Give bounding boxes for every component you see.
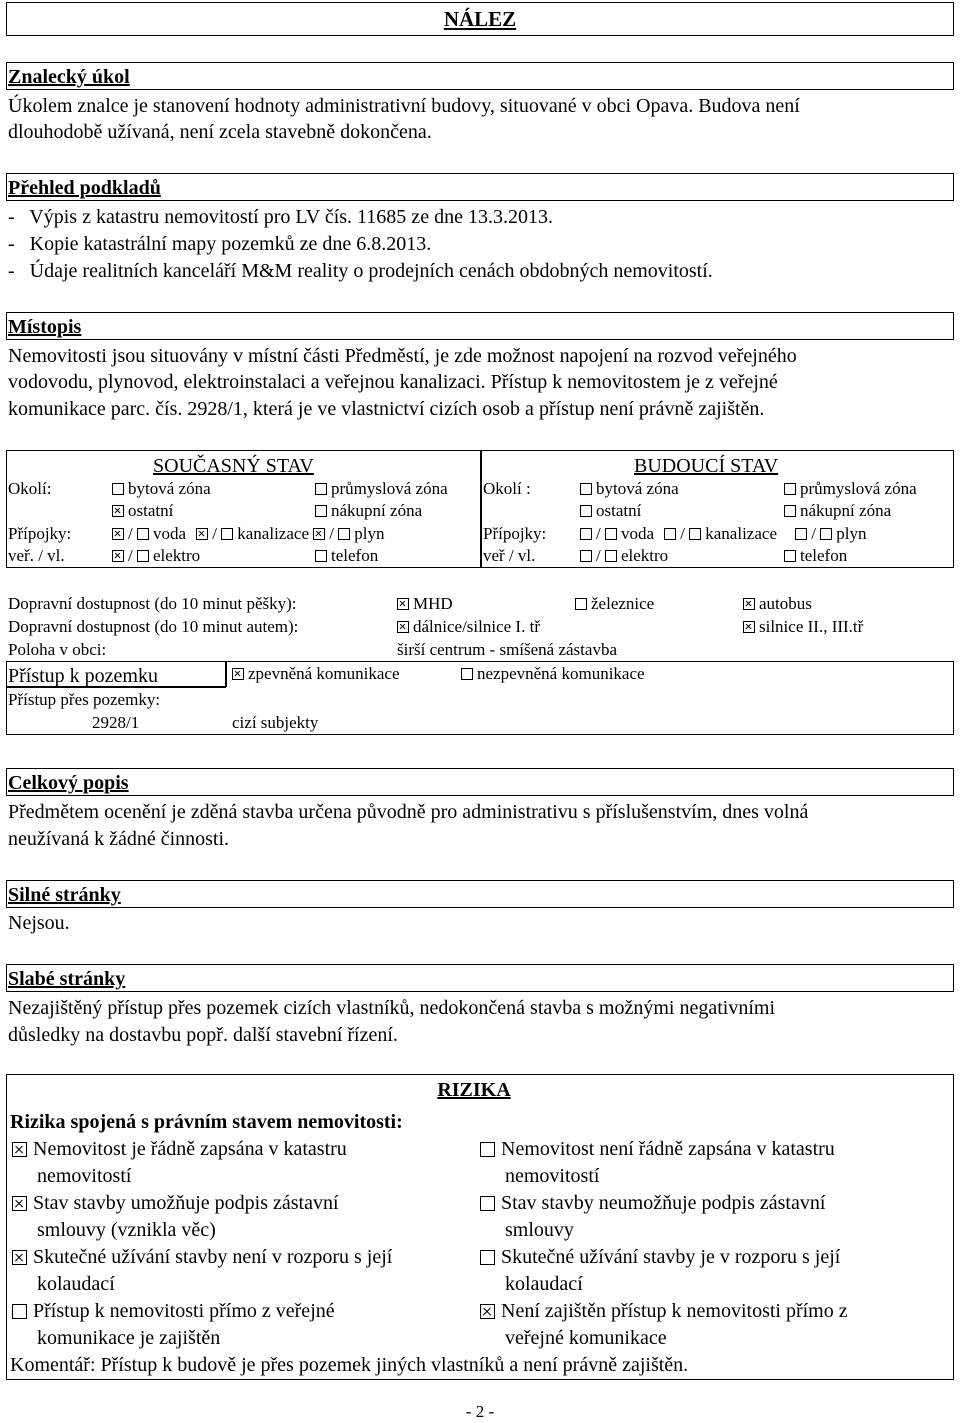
checkbox-icon xyxy=(137,550,149,562)
risk-right-item-cont: smlouvy xyxy=(505,1219,574,1241)
rizika-title: RIZIKA xyxy=(437,1079,511,1101)
prumyslova-zona-future: průmyslová zóna xyxy=(784,478,917,500)
okoli-label: Okolí: xyxy=(8,479,52,498)
telefon: telefon xyxy=(315,545,378,567)
rizika-komentar: Komentář: Přístup k budově je přes pozemek jiných vlastníků a není právně zajištěn. xyxy=(10,1354,689,1376)
risk-right-item: Stav stavby neumožňuje podpis zástavní xyxy=(480,1190,825,1216)
mistopis-line: komunikace parc. čís. 2928/1, která je ve vlastnictví cizích osob a přístup není právně zajištěn. xyxy=(8,398,765,420)
podklady-item: - Kopie katastrální mapy pozemků ze dne 6.8.2013. xyxy=(8,233,432,255)
silnice: silnice II., III.tř xyxy=(743,616,863,638)
risk-left-item-cont: smlouvy (vznikla věc) xyxy=(37,1219,216,1241)
nakupni-zona-future: nákupní zóna xyxy=(784,500,891,522)
risk-left-item: Nemovitost je řádně zapsána v katastru xyxy=(12,1136,347,1162)
autobus: autobus xyxy=(743,593,812,615)
risk-left-item-cont: kolaudací xyxy=(37,1273,115,1295)
checkbox-icon xyxy=(480,1250,495,1265)
prumyslova-zona: průmyslová zóna xyxy=(315,478,448,500)
risk-left-item: Skutečné užívání stavby není v rozporu s její xyxy=(12,1244,392,1270)
stav-divider xyxy=(480,450,482,568)
section-heading-box xyxy=(6,62,954,90)
mistopis-line: vodovodu, plynovod, elektroinstalaci a veřejnou kanalizaci. Přístup k nemovitostem je z veřejné xyxy=(8,371,778,393)
poloha-value: širší centrum - smíšená zástavba xyxy=(397,640,617,659)
ver-vl-label-future: veř / vl. xyxy=(483,546,536,565)
future-state-title: BUDOUCÍ STAV xyxy=(634,455,779,477)
checkbox-icon xyxy=(784,483,796,495)
risk-left-item-cont: komunikace je zajištěn xyxy=(37,1327,221,1349)
checkbox-icon xyxy=(137,528,149,540)
checkbox-checked-icon xyxy=(743,621,755,633)
nezpevnena-komunikace: nezpevněná komunikace xyxy=(461,663,645,685)
checkbox-icon xyxy=(664,528,676,540)
zpevnena-komunikace: zpevněná komunikace xyxy=(232,663,400,685)
mistopis-line: Nemovitosti jsou situovány v místní části Předměstí, je zde možnost napojení na rozvod veřejného xyxy=(8,345,797,367)
autem-label: Dopravní dostupnost (do 10 minut autem): xyxy=(8,617,299,636)
checkbox-icon xyxy=(480,1142,495,1157)
pripojky-row-future: / voda / kanalizace / plyn xyxy=(580,523,866,545)
risk-left-item-cont: nemovitostí xyxy=(37,1165,132,1187)
page-title: NÁLEZ xyxy=(443,7,517,31)
checkbox-checked-icon xyxy=(12,1196,27,1211)
checkbox-icon xyxy=(605,550,617,562)
checkbox-icon xyxy=(580,505,592,517)
checkbox-icon xyxy=(315,550,327,562)
rizika-subtitle: Rizika spojená s právním stavem nemovitosti: xyxy=(10,1111,403,1133)
checkbox-checked-icon xyxy=(112,505,124,517)
checkbox-checked-icon xyxy=(12,1250,27,1265)
checkbox-icon xyxy=(820,528,832,540)
poloha-label: Poloha v obci: xyxy=(8,640,107,659)
checkbox-icon xyxy=(580,528,592,540)
znalecky-ukol-line2: dlouhodobě užívaná, není zcela stavebně dokončena. xyxy=(8,121,432,143)
pripojky-row: / voda / kanalizace / plyn xyxy=(112,523,384,545)
checkbox-icon xyxy=(784,550,796,562)
section-heading-box xyxy=(6,312,954,340)
celkovy-popis-line1: Předmětem ocenění je zděná stavba určena původně pro administrativu s příslušenstvím, dnes volná xyxy=(8,801,809,823)
checkbox-checked-icon xyxy=(196,528,208,540)
slabe-line2: důsledky na dostavbu popř. další stavební řízení. xyxy=(8,1024,398,1046)
risk-right-item: Není zajištěn přístup k nemovitosti přímo z xyxy=(480,1298,848,1324)
checkbox-icon xyxy=(580,550,592,562)
risk-left-item: Stav stavby umožňuje podpis zástavní xyxy=(12,1190,339,1216)
elektro-row-future: / elektro xyxy=(580,545,668,567)
risk-right-item: Nemovitost není řádně zapsána v katastru xyxy=(480,1136,835,1162)
checkbox-icon xyxy=(338,528,350,540)
mistopis-heading: Místopis xyxy=(8,316,82,338)
checkbox-checked-icon xyxy=(397,598,409,610)
checkbox-checked-icon xyxy=(743,598,755,610)
pripojky-label-future: Přípojky: xyxy=(483,524,547,543)
pristup-divider-v xyxy=(225,661,227,687)
znalecky-ukol-line1: Úkolem znalce je stanovení hodnoty administrativní budovy, situované v obci Opava. Budova není xyxy=(8,95,800,117)
checkbox-icon xyxy=(784,505,796,517)
pres-pozemky-label: Přístup přes pozemky: xyxy=(8,690,161,709)
checkbox-checked-icon xyxy=(12,1142,27,1157)
checkbox-icon xyxy=(315,483,327,495)
checkbox-icon xyxy=(221,528,233,540)
podklady-heading: Přehled podkladů xyxy=(8,177,161,199)
podklady-item: - Výpis z katastru nemovitostí pro LV čís. 11685 ze dne 13.3.2013. xyxy=(8,206,553,228)
ver-vl-label: veř. / vl. xyxy=(8,546,65,565)
checkbox-icon xyxy=(12,1304,27,1319)
celkovy-popis-line2: neužívaná k žádné činnosti. xyxy=(8,828,230,850)
mhd: MHD xyxy=(397,593,453,615)
section-heading-box xyxy=(6,964,954,992)
ostatni-future: ostatní xyxy=(580,500,641,522)
checkbox-icon xyxy=(605,528,617,540)
vlastnik: cizí subjekty xyxy=(232,713,319,732)
checkbox-checked-icon xyxy=(313,528,325,540)
section-heading-box xyxy=(6,880,954,908)
risk-right-item: Skutečné užívání stavby je v rozporu s její xyxy=(480,1244,840,1270)
risk-left-item: Přístup k nemovitosti přímo z veřejné xyxy=(12,1298,335,1324)
telefon-future: telefon xyxy=(784,545,847,567)
bytova-zona: bytová zóna xyxy=(112,478,211,500)
okoli-label-future: Okolí : xyxy=(483,479,531,498)
celkovy-popis-heading: Celkový popis xyxy=(8,772,129,794)
checkbox-icon xyxy=(795,528,807,540)
nakupni-zona: nákupní zóna xyxy=(315,500,422,522)
page-number: - 2 - xyxy=(465,1402,495,1421)
checkbox-icon xyxy=(580,483,592,495)
dalnice: dálnice/silnice I. tř xyxy=(397,616,540,638)
risk-right-item-cont: veřejné komunikace xyxy=(505,1327,667,1349)
checkbox-icon xyxy=(689,528,701,540)
pripojky-label: Přípojky: xyxy=(8,524,72,543)
elektro-row: / elektro xyxy=(112,545,200,567)
zeleznice: železnice xyxy=(575,593,654,615)
slabe-line1: Nezajištěný přístup přes pozemek cizích vlastníků, nedokončená stavba s možnými negativními xyxy=(8,997,776,1019)
znalecky-ukol-heading: Znalecký úkol xyxy=(8,66,130,88)
bytova-zona-future: bytová zóna xyxy=(580,478,679,500)
checkbox-icon xyxy=(575,598,587,610)
pristup-label: Přístup k pozemku xyxy=(8,665,158,687)
pesky-label: Dopravní dostupnost (do 10 minut pěšky): xyxy=(8,594,297,613)
checkbox-checked-icon xyxy=(112,550,124,562)
title-box xyxy=(6,2,954,36)
checkbox-icon xyxy=(315,505,327,517)
checkbox-icon xyxy=(461,668,473,680)
checkbox-checked-icon xyxy=(397,621,409,633)
podklady-item: - Údaje realitních kanceláří M&M reality o prodejních cenách obdobných nemovitostí. xyxy=(8,260,713,282)
ostatni: ostatní xyxy=(112,500,173,522)
risk-right-item-cont: nemovitostí xyxy=(505,1165,600,1187)
checkbox-checked-icon xyxy=(232,668,244,680)
checkbox-checked-icon xyxy=(112,528,124,540)
checkbox-icon xyxy=(480,1196,495,1211)
silne-text: Nejsou. xyxy=(8,912,70,934)
slabe-heading: Slabé stránky xyxy=(8,968,126,990)
current-state-title: SOUČASNÝ STAV xyxy=(153,455,314,477)
parcela: 2928/1 xyxy=(92,713,140,732)
checkbox-icon xyxy=(112,483,124,495)
checkbox-checked-icon xyxy=(480,1304,495,1319)
silne-heading: Silné stránky xyxy=(8,884,121,906)
risk-right-item-cont: kolaudací xyxy=(505,1273,583,1295)
section-heading-box xyxy=(6,768,954,796)
